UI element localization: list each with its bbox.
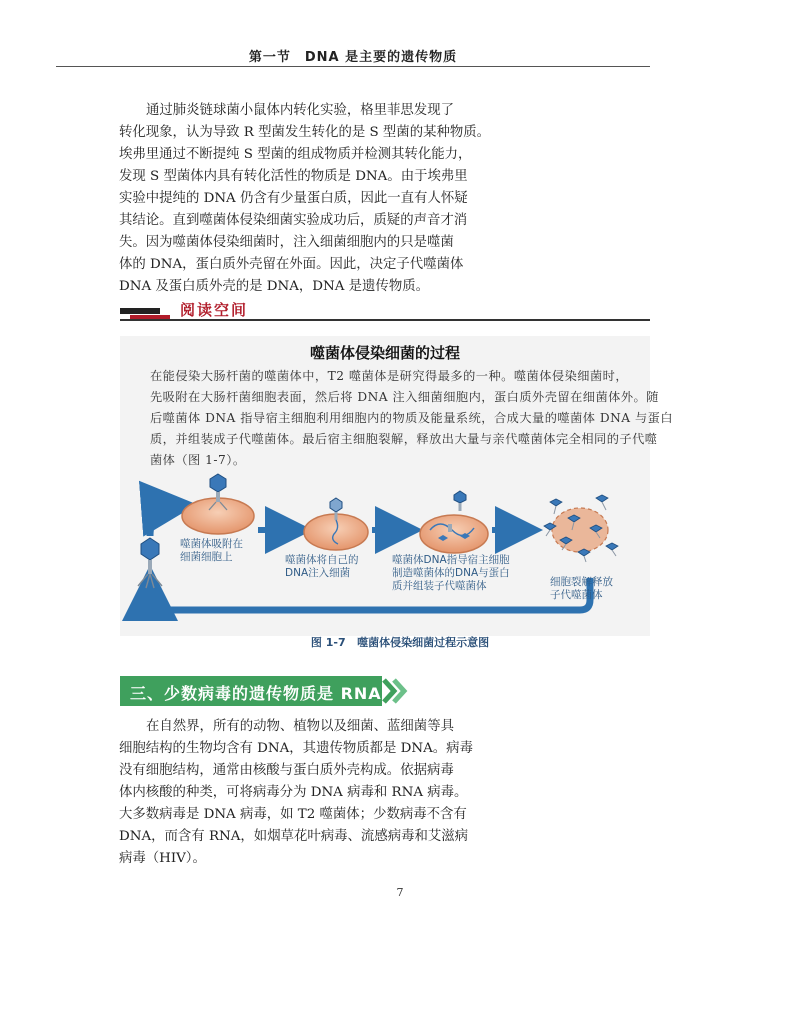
text-line: DNA，而含有 RNA，如烟草花叶病毒、流感病毒和艾滋病: [119, 829, 469, 844]
double-chevron-icon: [382, 678, 408, 704]
section-title: 三、少数病毒的遗传物质是 RNA: [130, 684, 382, 703]
cell-stage-2: [304, 498, 368, 550]
cell-stage-4: [544, 495, 618, 562]
figure-caption: [0, 634, 800, 650]
text-line: 在自然界，所有的动物、植物以及细菌、蓝细菌等具: [146, 719, 454, 734]
reading-title: 噬菌体侵染细菌的过程: [309, 344, 460, 362]
rna-paragraph: [119, 716, 644, 870]
text-line: 在能侵染大肠杆菌的噬菌体中，T2 噬菌体是研究得最多的一种。噬菌体侵染细菌时，: [150, 369, 629, 383]
figure-caption-text: 噬菌体侵染细菌过程示意图: [357, 636, 490, 649]
entry-arrow: [150, 506, 176, 536]
text-line: 实验中提纯的 DNA 仍含有少量蛋白质，因此一直有人怀疑: [119, 191, 468, 206]
text-line: 质，并组装成子代噬菌体。最后宿主细胞裂解，释放出大量与亲代噬菌体完全相同的子代噬: [150, 432, 658, 446]
text-line: 没有细胞结构，通常由核酸与蛋白质外壳构成。依据病毒: [119, 763, 454, 778]
step-label-3: 噬菌体DNA指导宿主细胞 制造噬菌体的DNA与蛋白 质并组装子代噬菌体: [392, 554, 510, 592]
step-label-2: 噬菌体将自己的 DNA注入细菌: [285, 554, 359, 579]
text-line: 转化现象，认为导致 R 型菌发生转化的是 S 型菌的某种物质。: [119, 125, 491, 140]
text-line: 失。因为噬菌体侵染细菌时，注入细菌细胞内的只是噬菌: [119, 235, 454, 250]
reading-paragraph: [150, 366, 674, 471]
reading-section-header: [120, 298, 650, 324]
text-line: 先吸附在大肠杆菌细胞表面，然后将 DNA 注入细菌细胞内，蛋白质外壳留在细菌体外。随: [150, 390, 659, 404]
text-line: 菌体（图 1-7）。: [150, 453, 246, 467]
step-label-1: 噬菌体吸附在 细菌细胞上: [180, 538, 243, 563]
text-line: 埃弗里通过不断提纯 S 型菌的组成物质并检测其转化能力，: [119, 147, 472, 162]
step-label-4: 细胞裂解释放 子代噬菌体: [550, 576, 613, 601]
return-arrow: [150, 578, 590, 610]
free-phage-icon: [138, 538, 162, 588]
text-line: DNA 及蛋白质外壳的是 DNA，DNA 是遗传物质。: [119, 279, 429, 294]
text-line: 大多数病毒是 DNA 病毒，如 T2 噬菌体；少数病毒不含有: [119, 807, 467, 822]
text-line: 病毒（HIV）。: [119, 851, 206, 866]
text-line: 后噬菌体 DNA 指导宿主细胞利用细胞内的物质及能量系统，合成大量的噬菌体 DNA 与蛋白: [150, 411, 674, 425]
infection-diagram: [120, 468, 650, 628]
text-line: 体内核酸的种类，可将病毒分为 DNA 病毒和 RNA 病毒。: [119, 785, 468, 800]
intro-paragraph: [119, 100, 644, 298]
section-heading: [120, 676, 410, 706]
text-line: 其结论。直到噬菌体侵染细菌实验成功后，质疑的声音才消: [119, 213, 468, 228]
page-header: [56, 40, 650, 67]
reading-heading: 阅读空间: [180, 301, 249, 319]
text-line: 发现 S 型菌体内具有转化活性的物质是 DNA。由于埃弗里: [119, 169, 468, 184]
text-line: 通过肺炎链球菌小鼠体内转化实验，格里菲思发现了: [146, 103, 454, 118]
text-line: 体的 DNA，蛋白质外壳留在外面。因此，决定子代噬菌体: [119, 257, 464, 272]
header-title: 第一节 DNA 是主要的遗传物质: [248, 50, 458, 65]
text-line: 细胞结构的生物均含有 DNA，其遗传物质都是 DNA。病毒: [119, 741, 473, 756]
page-number: 7: [396, 886, 404, 899]
figure-number: 图 1-7: [310, 636, 346, 649]
cell-stage-3: [420, 491, 488, 553]
phage-icon: [454, 491, 466, 511]
cell-stage-1: [182, 474, 254, 534]
divider: [120, 319, 650, 321]
